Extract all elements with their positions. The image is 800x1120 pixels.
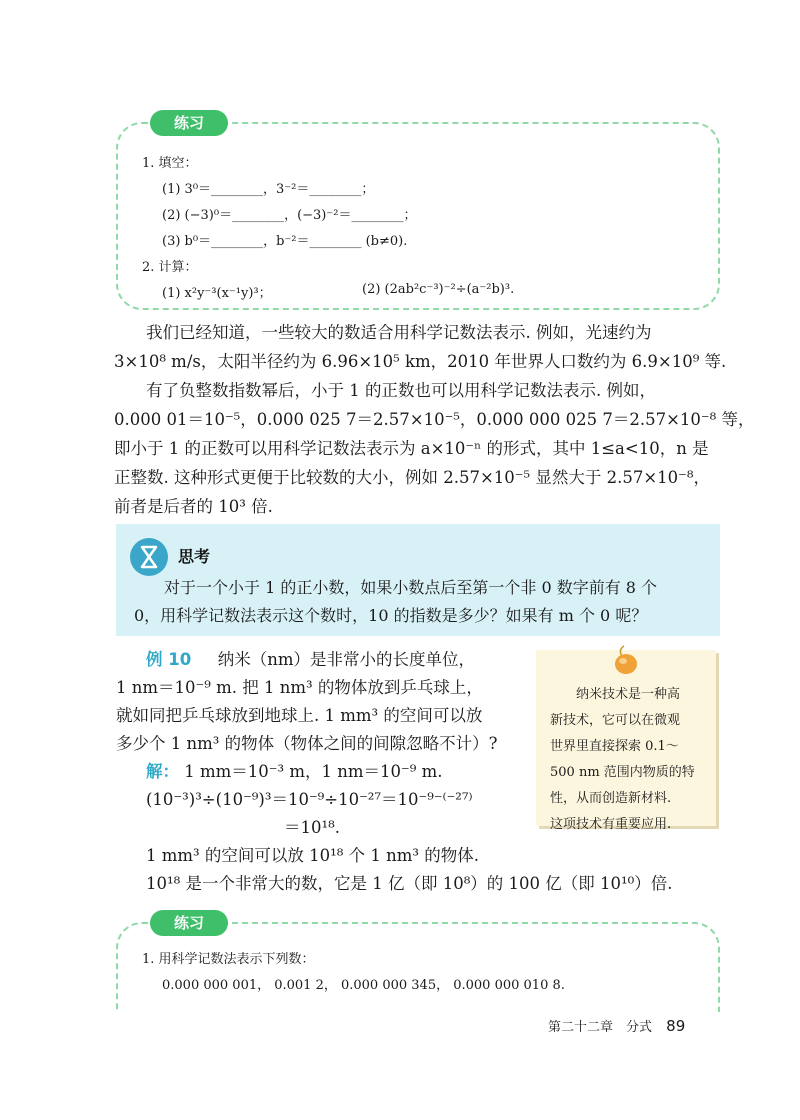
exercise-box-2 bbox=[116, 914, 720, 1012]
solution-text: 1 mm＝10⁻³ m，1 nm＝10⁻⁹ m. bbox=[184, 762, 443, 781]
hourglass-icon bbox=[130, 538, 168, 576]
example-line: 就如同把乒乓球放到地球上. 1 mm³ 的空间可以放 bbox=[116, 706, 483, 725]
exercise-line: 1. 用科学记数法表示下列数： bbox=[142, 952, 315, 967]
note-line: 性，从而创造新材料. bbox=[550, 791, 672, 806]
note-line: 新技术，它可以在微观 bbox=[550, 713, 681, 728]
exercise-line: 1. 填空： bbox=[142, 156, 198, 171]
exercise-line: 0.000 000 001， 0.001 2， 0.000 000 345， 0.000 000 010 8. bbox=[162, 978, 565, 993]
solution-line: 10¹⁸ 是一个非常大的数，它是 1 亿（即 10⁸）的 100 亿（即 10¹⁰）倍. bbox=[146, 874, 673, 893]
exercise-line: (2) (−3)⁰＝________，(−3)⁻²＝________； bbox=[162, 208, 417, 223]
exercise-tag: 练习 bbox=[150, 110, 228, 136]
chapter-title: 第二十二章 分式 bbox=[548, 1020, 653, 1035]
solution-first-line bbox=[116, 758, 526, 786]
example-first-line bbox=[116, 646, 526, 674]
text-line: 0.000 01＝10⁻⁵，0.000 025 7＝2.57×10⁻⁵，0.000 000 025 7＝2.57×10⁻⁸ 等， bbox=[114, 410, 755, 429]
text-line: 我们已经知道，一些较大的数适合用科学记数法表示. 例如，光速约为 bbox=[146, 323, 652, 342]
think-box bbox=[116, 524, 720, 636]
solution-label: 解： bbox=[146, 762, 179, 781]
exercise-box-1 bbox=[116, 114, 720, 310]
note-line: 500 nm 范围内物质的特 bbox=[550, 765, 695, 780]
page-footer bbox=[548, 1016, 685, 1035]
text-line: 有了负整数指数幂后，小于 1 的正数也可以用科学记数法表示. 例如， bbox=[146, 381, 656, 400]
exercise-line: 2. 计算： bbox=[142, 260, 198, 275]
think-title: 思考 bbox=[178, 547, 211, 566]
text-line: 前者是后者的 10³ 倍. bbox=[114, 497, 273, 516]
text-line: 3×10⁸ m/s，太阳半径约为 6.96×10⁵ km，2010 年世界人口数约为 6.9×10⁹ 等. bbox=[114, 352, 727, 371]
side-note bbox=[536, 650, 716, 832]
note-line: 这项技术有重要应用. bbox=[550, 817, 672, 832]
solution-line: ＝10¹⁸. bbox=[284, 818, 340, 837]
example-text: 纳米（nm）是非常小的长度单位， bbox=[217, 650, 475, 669]
exercise-line: (1) x²y⁻³(x⁻¹y)³； bbox=[162, 286, 272, 301]
solution-line: (10⁻³)³÷(10⁻⁹)³＝10⁻⁹÷10⁻²⁷＝10⁻⁹⁻⁽⁻²⁷⁾ bbox=[146, 790, 473, 809]
page-number: 89 bbox=[666, 1017, 686, 1035]
example-line: 多少个 1 nm³ 的物体（物体之间的间隙忽略不计）? bbox=[116, 734, 498, 753]
exercise-line: (3) b⁰＝________，b⁻²＝________ (b≠0). bbox=[162, 234, 408, 249]
text-line: 即小于 1 的正数可以用科学记数法表示为 a×10⁻ⁿ 的形式，其中 1≤a<10，n 是 bbox=[114, 439, 709, 458]
note-line: 世界里直接探索 0.1～ bbox=[550, 739, 679, 754]
pushpin-icon bbox=[606, 642, 646, 682]
note-text bbox=[550, 682, 706, 838]
solution-line: 1 mm³ 的空间可以放 10¹⁸ 个 1 nm³ 的物体. bbox=[146, 846, 479, 865]
text-line: 正整数. 这种形式更便于比较数的大小，例如 2.57×10⁻⁵ 显然大于 2.57×10⁻⁸， bbox=[114, 468, 710, 487]
main-paragraph bbox=[114, 318, 755, 521]
example-label: 例 10 bbox=[146, 650, 192, 669]
exercise-line: (2) (2ab²c⁻³)⁻²÷(a⁻²b)³. bbox=[362, 282, 515, 297]
think-line: 0，用科学记数法表示这个数时，10 的指数是多少？如果有 m 个 0 呢？ bbox=[134, 606, 648, 625]
think-line: 对于一个小于 1 的正小数，如果小数点后至第一个非 0 数字前有 8 个 bbox=[164, 578, 658, 597]
note-line: 纳米技术是一种高 bbox=[576, 687, 681, 702]
example-line: 1 nm＝10⁻⁹ m. 把 1 nm³ 的物体放到乒乓球上， bbox=[116, 678, 483, 697]
think-text bbox=[134, 574, 714, 630]
exercise-tag: 练习 bbox=[150, 910, 228, 936]
exercise-line: (1) 3⁰＝________，3⁻²＝________； bbox=[162, 182, 375, 197]
